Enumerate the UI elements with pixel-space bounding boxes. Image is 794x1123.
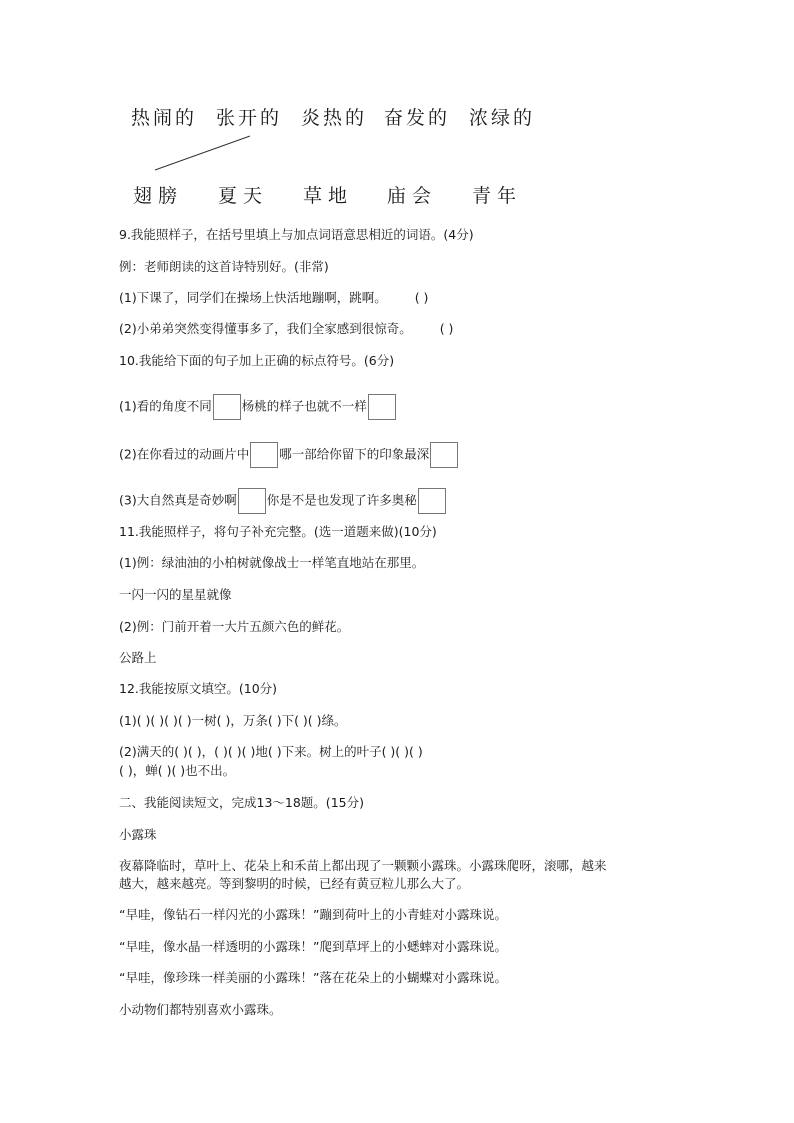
punctuation-box[interactable] bbox=[250, 442, 278, 468]
match-word-2: 张开的 bbox=[216, 107, 283, 129]
q9-item-2 bbox=[119, 321, 453, 337]
punctuation-box[interactable] bbox=[430, 442, 458, 468]
story-paragraph-2: “早哇，像钻石一样闪光的小露珠！”蹦到荷叶上的小青蛙对小露珠说。 bbox=[119, 907, 507, 922]
match-noun-1: 翅膀 bbox=[133, 185, 184, 207]
story-paragraph-3: “早哇，像水晶一样透明的小露珠！”爬到草坪上的小蟋蟀对小露珠说。 bbox=[119, 939, 507, 954]
q11-fill-1[interactable]: 一闪一闪的星星就像 bbox=[119, 587, 232, 602]
match-word-1: 热闹的 bbox=[131, 107, 198, 129]
match-word-4: 奋发的 bbox=[384, 107, 451, 129]
punctuation-box[interactable] bbox=[368, 394, 396, 420]
section-2-title: 二、我能阅读短文，完成13～18题。(15分) bbox=[119, 795, 364, 810]
q11-example-2: (2)例：门前开着一大片五颜六色的鲜花。 bbox=[119, 619, 350, 634]
q12-title: 12.我能按原文填空。(10分) bbox=[119, 681, 278, 696]
q9-title: 9.我能照样子，在括号里填上与加点词语意思相近的词语。(4分) bbox=[119, 227, 474, 242]
q12-line-2[interactable]: (2)满天的( )( )，( )( )( )地( )下来。树上的叶子( )( )( ) bbox=[119, 744, 423, 759]
punctuation-box[interactable] bbox=[238, 488, 266, 514]
match-noun-2: 夏天 bbox=[218, 185, 269, 207]
q10-sentence-2 bbox=[119, 442, 459, 468]
q9-item-1 bbox=[119, 290, 428, 306]
punctuation-box[interactable] bbox=[418, 488, 446, 514]
story-paragraph-1a: 夜幕降临时，草叶上、花朵上和禾苗上都出现了一颗颗小露珠。小露珠爬呀，滚哪，越来 bbox=[119, 858, 607, 873]
q10-title: 10.我能给下面的句子加上正确的标点符号。(6分) bbox=[119, 353, 395, 368]
q12-line-1[interactable]: (1)( )( )( )( )一树( )，万条( )下( )( )绦。 bbox=[119, 713, 347, 728]
q10-s2-part-b: 哪一部给你留下的印象最深 bbox=[279, 446, 430, 462]
story-paragraph-5: 小动物们都特别喜欢小露珠。 bbox=[119, 1002, 282, 1017]
q10-s3-part-b: 你是不是也发现了许多奥秘 bbox=[266, 492, 417, 508]
q10-s1-part-b: 杨桃的样子也就不一样 bbox=[241, 398, 367, 414]
match-noun-4: 庙会 bbox=[387, 185, 438, 207]
q10-s2-part-a: (2)在你看过的动画片中 bbox=[119, 446, 250, 462]
q9-example: 例：老师朗读的这首诗特别好。(非常) bbox=[119, 259, 329, 274]
q9-item-1-text: (1)下课了，同学们在操场上快活地蹦啊，跳啊。 bbox=[119, 290, 387, 305]
q10-s1-part-a: (1)看的角度不同 bbox=[119, 398, 212, 414]
q11-fill-2[interactable]: 公路上 bbox=[119, 650, 157, 665]
story-paragraph-1b: 越大，越来越亮。等到黎明的时候，已经有黄豆粒儿那么大了。 bbox=[119, 876, 470, 891]
q11-example-1: (1)例：绿油油的小柏树就像战士一样笔直地站在那里。 bbox=[119, 555, 425, 570]
q10-sentence-3 bbox=[119, 488, 447, 514]
story-paragraph-4: “早哇，像珍珠一样美丽的小露珠！”落在花朵上的小蝴蝶对小露珠说。 bbox=[119, 970, 507, 985]
q10-s3-part-a: (3)大自然真是奇妙啊 bbox=[119, 492, 237, 508]
q9-item-1-blank[interactable]: ( ) bbox=[414, 290, 429, 305]
match-noun-5: 青年 bbox=[472, 185, 523, 207]
match-noun-3: 草地 bbox=[303, 185, 354, 207]
q11-title: 11.我能照样子，将句子补充完整。(选一道题来做)(10分) bbox=[119, 524, 437, 539]
match-word-5: 浓绿的 bbox=[469, 107, 536, 129]
story-title: 小露珠 bbox=[119, 827, 157, 842]
match-word-3: 炎热的 bbox=[301, 107, 368, 129]
q10-sentence-1 bbox=[119, 394, 397, 420]
q9-item-2-blank[interactable]: ( ) bbox=[439, 321, 454, 336]
q9-item-2-text: (2)小弟弟突然变得懂事多了，我们全家感到很惊奇。 bbox=[119, 321, 412, 336]
q12-line-3[interactable]: ( )，蝉( )( )也不出。 bbox=[119, 763, 236, 778]
punctuation-box[interactable] bbox=[213, 394, 241, 420]
